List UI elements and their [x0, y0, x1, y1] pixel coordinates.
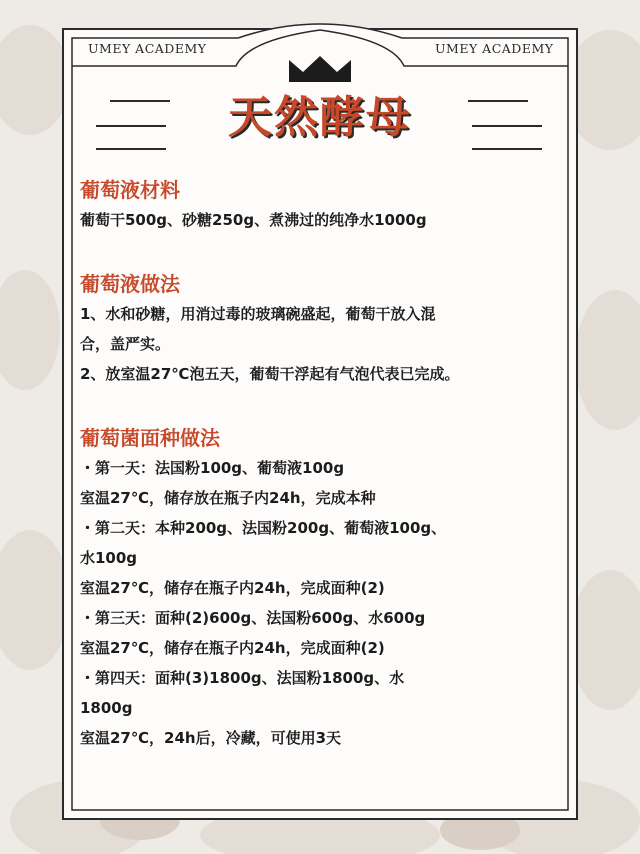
section-grape-liquid-ingredients	[80, 175, 565, 235]
section-starter-method	[80, 423, 565, 753]
section-text-line: 1、水和砂糖，用消过毒的玻璃碗盛起，葡萄干放入混	[80, 305, 436, 323]
section-heading: 葡萄液材料	[80, 178, 180, 202]
recipe-content	[80, 175, 565, 753]
section-text-line: ・第四天：面种(3)1800g、法国粉1800g、水	[80, 669, 405, 687]
section-text-line: ・第一天：法国粉100g、葡萄液100g	[80, 459, 345, 477]
section-text-line: ・第二天：本种200g、法国粉200g、葡萄液100g、	[80, 519, 447, 537]
section-text-line: 2、放室温27℃泡五天，葡萄干浮起有气泡代表已完成。	[80, 365, 460, 383]
section-grape-liquid-method	[80, 269, 565, 389]
section-text-line: 室温27℃，储存在瓶子内24h，完成面种(2)	[80, 639, 385, 657]
section-text-line: 合，盖严实。	[80, 335, 171, 353]
section-heading: 葡萄液做法	[80, 272, 180, 296]
academy-label-right: UMEY ACADEMY	[435, 41, 554, 56]
title-decoration-line	[468, 100, 528, 102]
title-decoration-line	[110, 100, 170, 102]
section-text-line: 室温27℃，24h后，冷藏，可使用3天	[80, 729, 342, 747]
section-text-line: 室温27℃，储存放在瓶子内24h，完成本种	[80, 489, 376, 507]
title-decoration-line	[472, 125, 542, 127]
section-text-line: ・第三天：面种(2)600g、法国粉600g、水600g	[80, 609, 426, 627]
section-text-line: 室温27℃，储存在瓶子内24h，完成面种(2)	[80, 579, 385, 597]
section-text-line: 水100g	[80, 549, 138, 567]
title-decoration-line	[472, 148, 542, 150]
academy-label-left: UMEY ACADEMY	[88, 41, 207, 56]
section-text-line: 葡萄干500g、砂糖250g、煮沸过的纯净水1000g	[80, 211, 427, 229]
section-heading: 葡萄菌面种做法	[80, 426, 220, 450]
title-decoration-line	[96, 148, 166, 150]
crown-icon	[287, 54, 353, 84]
title-decoration-line	[96, 125, 166, 127]
section-text-line: 1800g	[80, 699, 133, 717]
page-title: 天然酵母	[228, 92, 412, 143]
